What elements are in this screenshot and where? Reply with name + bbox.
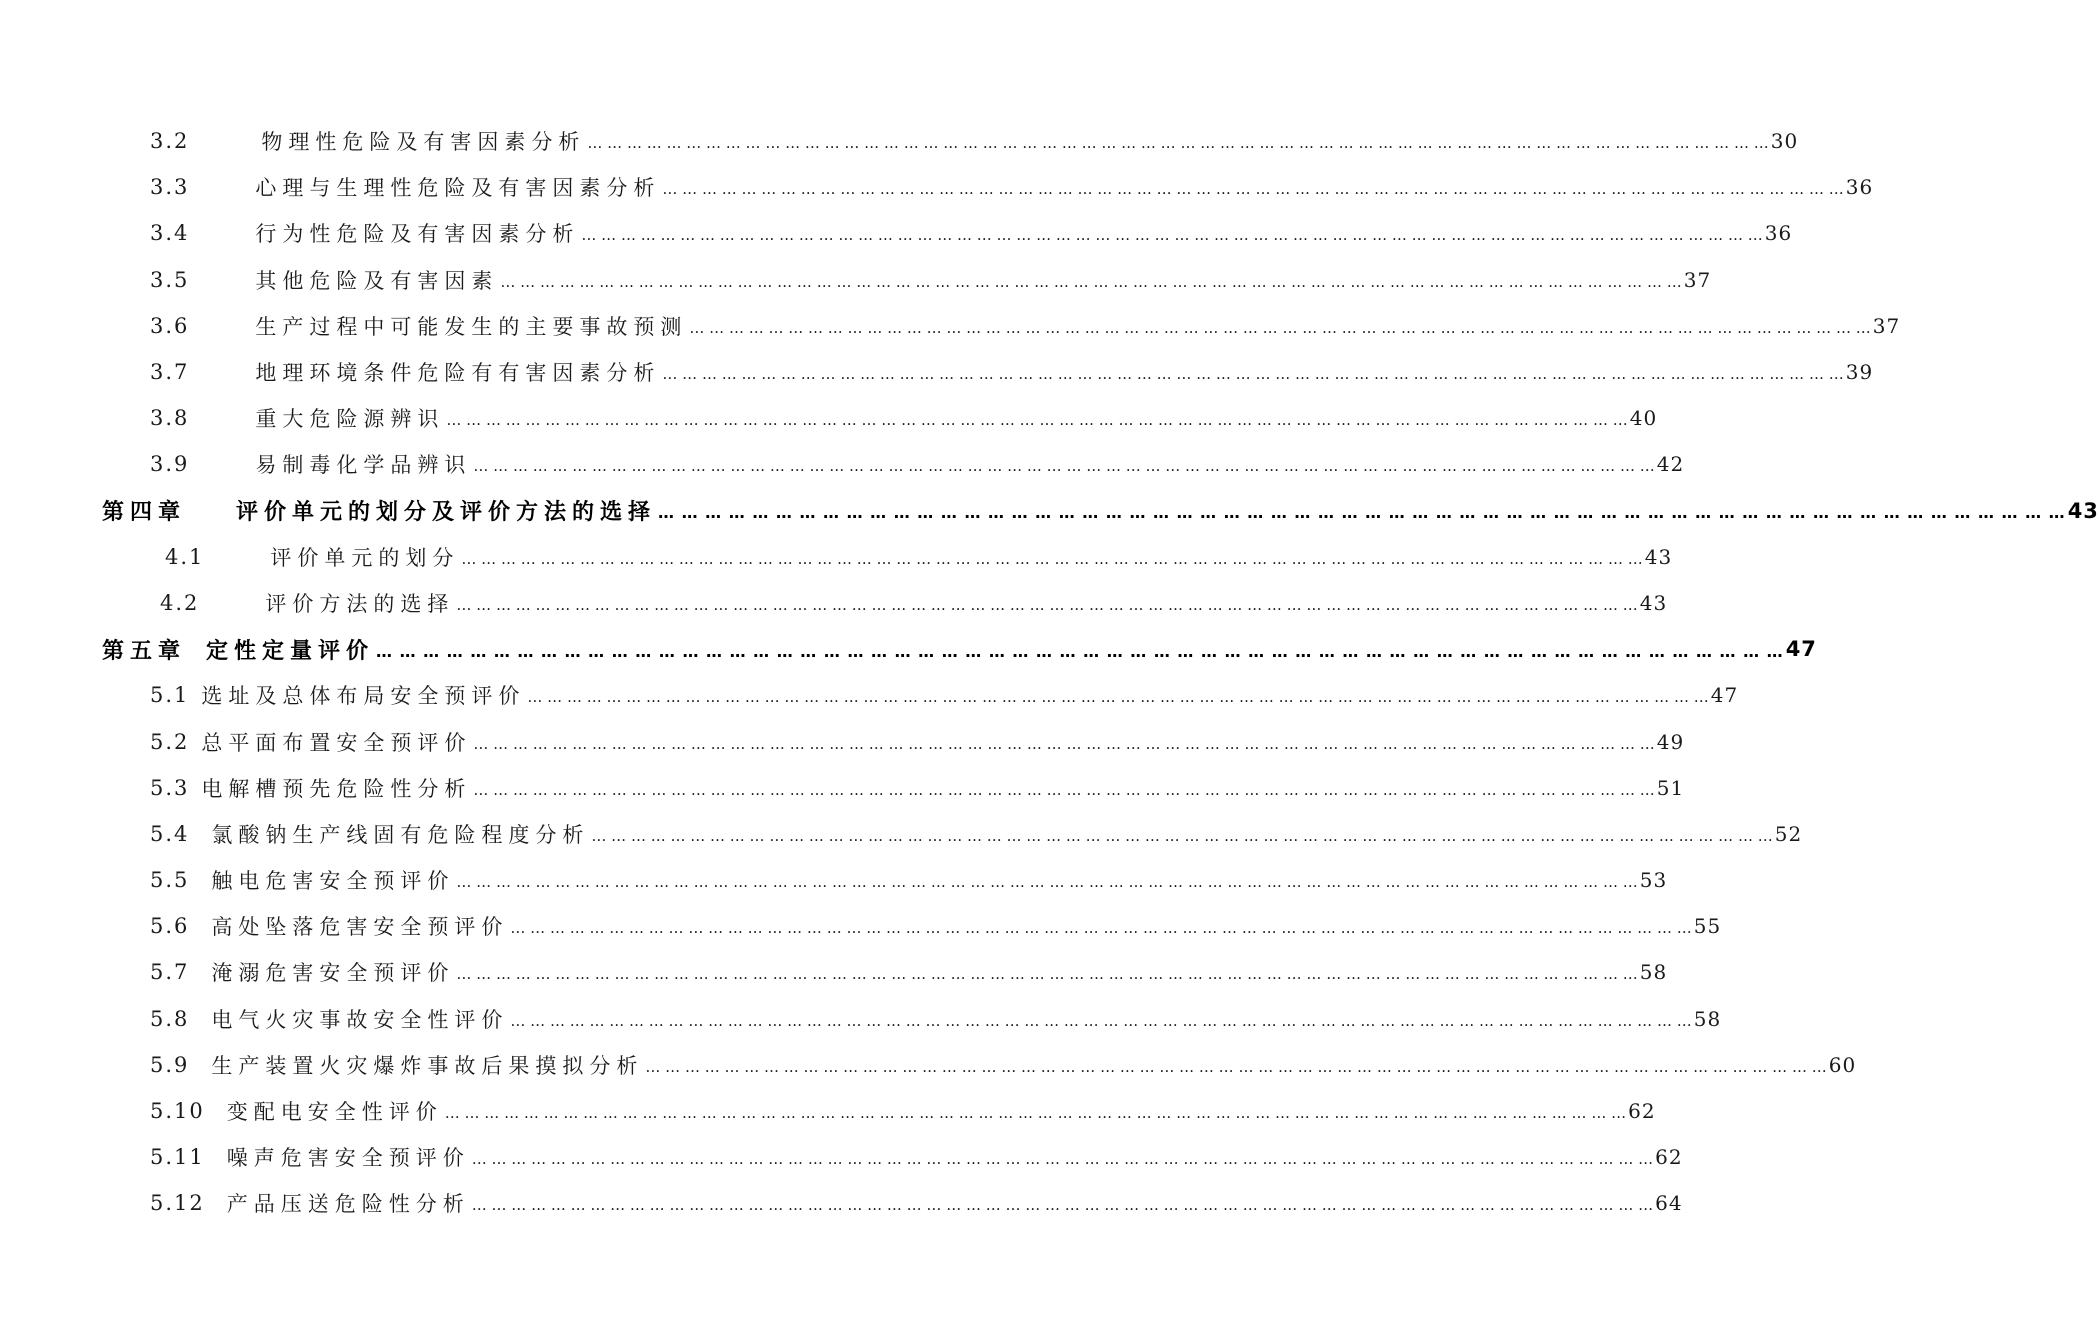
toc-entry-number: 3.4 [150,221,190,246]
toc-entry-title: 生产装置火灾爆炸事故后果摸拟分析 [211,1053,644,1078]
toc-entry-number: 第五章 [102,638,187,664]
toc-entry-number: 5.12 [150,1191,205,1216]
toc-entry-number: 3.9 [150,452,190,477]
toc-entry-number: 5.6 [150,914,190,939]
toc-chapter-entry[interactable] [0,488,2099,534]
toc-section-entry[interactable] [0,811,1803,857]
toc-entry-number: 3.6 [150,313,190,338]
toc-entry-title: 行为性危险及有害因素分析 [255,222,580,247]
toc-page-number: 64 [1655,1191,1683,1216]
toc-entry-title: 评价单元的划分 [270,545,460,570]
toc-entry-title: 重大危险源辨识 [255,407,445,432]
toc-dot-leader: … … … … … … … … … … … … … … … … … … … … … … … … … … … … … … … … … … … … … … … … … … … … … … … … … … … … … … … … … … … … [473,457,1655,476]
toc-section-entry[interactable] [0,1088,1656,1134]
toc-section-entry[interactable] [0,164,1874,210]
toc-dot-leader: … … … … … … … … … … … … … … … … … … … … … … … … … … … … … … … … … … … … … … … … … … … … … … … … … … … … … … … … … … … … [446,411,1628,430]
toc-dot-leader: … … … … … … … … … … … … … … … … … … … … … … … … … … … … … … … … … … … … … … … … … … … … … … … … … … … … … … … … … … … … [662,365,1844,384]
toc-entry-number: 3.7 [150,360,190,385]
toc-section-entry[interactable] [0,765,1685,811]
toc-entry-title: 易制毒化学品辨识 [255,453,472,478]
toc-dot-leader: … … … … … … … … … … … … … … … … … … … … … … … … … … … … … … … … … … … … … … … … … … … … … … … … … … … … … … … … … … … … [645,1057,1827,1076]
toc-page-number: 43 [1639,590,1668,615]
toc-dot-leader: … … … … … … … … … … … … … … … … … … … … … … … … … … … … … … … … … … … … … … … … … … … … … … … … … … … … … … … … … … … … [461,549,1643,568]
toc-dot-leader: … … … … … … … … … … … … … … … … … … … … … … … … … … … … … … … … … … … … … … … … … … … … … … … … … … … … … … … … … … … … [587,134,1769,153]
toc-page-number: 62 [1655,1145,1683,1170]
toc-entry-title: 产品压送危险性分析 [226,1192,470,1217]
toc-entry-number: 3.2 [150,129,190,154]
toc-page-number: 47 [1710,683,1739,708]
toc-page-number: 43 [2067,498,2099,523]
toc-entry-title: 变配电安全性评价 [226,1100,443,1125]
toc-dot-leader: … … … … … … … … … … … … … … … … … … … … … … … … … … … … … … … … … … … … … … … … … … … … … … … … … … … … … … … … … … … … [473,780,1655,799]
toc-entry-title: 高处坠落危害安全预评价 [211,915,509,940]
toc-section-entry[interactable] [0,672,1739,718]
toc-section-entry[interactable] [0,949,1668,995]
toc-entry-number: 第四章 [102,500,187,526]
toc-entry-number: 5.10 [150,1099,205,1124]
toc-dot-leader: … … … … … … … … … … … … … … … … … … … … … … … … … … … … … … … … … … … … … … … … … … … … … … … … … … … … … … … … … … … … [591,826,1773,845]
toc-section-entry[interactable] [0,303,1901,349]
toc-dot-leader: … … … … … … … … … … … … … … … … … … … … … … … … … … … … … … … … … … … … … … … … … … … … … … … … … … … … … … … … … … … … [500,272,1682,291]
toc-entry-title: 评价单元的划分及评价方法的选择 [236,500,657,526]
toc-dot-leader: … … … … … … … … … … … … … … … … … … … … … … … … … … … … … … … … … … … … … … … … … … … … … … … … … … … … … … … … … … … … [689,318,1871,337]
toc-entry-title: 淹溺危害安全预评价 [211,961,455,986]
toc-page-number: 52 [1774,821,1803,846]
toc-dot-leader: … … … … … … … … … … … … … … … … … … … … … … … … … … … … … … … … … … … … … … … … … … … … … … … … … … … … … … … … … … … … [376,641,1784,661]
toc-dot-leader: … … … … … … … … … … … … … … … … … … … … … … … … … … … … … … … … … … … … … … … … … … … … … … … … … … … … … … … … … … … … [658,503,2066,523]
toc-section-entry[interactable] [0,395,1658,441]
toc-section-entry[interactable] [0,534,1673,580]
toc-entry-number: 3.3 [150,175,190,200]
toc-page-number: 53 [1639,868,1668,893]
toc-entry-number: 4.1 [165,544,205,569]
toc-dot-leader: … … … … … … … … … … … … … … … … … … … … … … … … … … … … … … … … … … … … … … … … … … … … … … … … … … … … … … … … … … … … [456,965,1638,984]
toc-dot-leader: … … … … … … … … … … … … … … … … … … … … … … … … … … … … … … … … … … … … … … … … … … … … … … … … … … … … … … … … … … … … [581,226,1763,245]
toc-entry-title: 选址及总体布局安全预评价 [201,684,526,709]
toc-page-number: 36 [1764,221,1793,246]
toc-dot-leader: … … … … … … … … … … … … … … … … … … … … … … … … … … … … … … … … … … … … … … … … … … … … … … … … … … … … … … … … … … … … [456,873,1638,892]
toc-entry-number: 4.2 [160,590,200,615]
toc-entry-number: 5.8 [150,1006,190,1031]
toc-entry-number: 5.3 [150,775,190,800]
toc-entry-title: 电解槽预先危险性分析 [201,776,472,801]
toc-entry-title: 电气火灾事故安全性评价 [211,1007,509,1032]
toc-entry-title: 触电危害安全预评价 [211,869,455,894]
toc-entry-number: 3.8 [150,406,190,431]
toc-dot-leader: … … … … … … … … … … … … … … … … … … … … … … … … … … … … … … … … … … … … … … … … … … … … … … … … … … … … … … … … … … … … [471,1196,1654,1215]
toc-dot-leader: … … … … … … … … … … … … … … … … … … … … … … … … … … … … … … … … … … … … … … … … … … … … … … … … … … … … … … … … … … … … [471,1150,1654,1169]
toc-section-entry[interactable] [0,441,1685,487]
toc-entry-number: 5.2 [150,729,190,754]
toc-entry-number: 5.1 [150,683,190,708]
toc-entry-title: 评价方法的选择 [265,591,455,616]
toc-page-number: 37 [1683,267,1712,292]
toc-page-number: 58 [1693,1006,1722,1031]
toc-entry-number: 3.5 [150,267,190,292]
toc-section-entry[interactable] [0,1180,1683,1226]
toc-entry-title: 其他危险及有害因素 [255,268,499,293]
toc-section-entry[interactable] [0,580,1668,626]
toc-dot-leader: … … … … … … … … … … … … … … … … … … … … … … … … … … … … … … … … … … … … … … … … … … … … … … … … … … … … … … … … … … … … [456,595,1638,614]
toc-page-number: 62 [1628,1099,1656,1124]
toc-page-number: 39 [1845,360,1874,385]
toc-page-number: 43 [1644,544,1673,569]
toc-entry-title: 地理环境条件危险有有害因素分析 [255,361,661,386]
toc-page-number: 49 [1656,729,1685,754]
toc-section-entry[interactable] [0,996,1722,1042]
toc-chapter-entry[interactable] [0,626,1817,672]
toc-page-number: 47 [1785,637,1817,662]
toc-page-number: 40 [1629,406,1658,431]
toc-section-entry[interactable] [0,857,1668,903]
toc-entry-title: 总平面布置安全预评价 [201,730,472,755]
toc-dot-leader: … … … … … … … … … … … … … … … … … … … … … … … … … … … … … … … … … … … … … … … … … … … … … … … … … … … … … … … … … … … … [444,1104,1627,1123]
toc-entry-title: 物理性危险及有害因素分析 [261,130,586,155]
toc-section-entry[interactable] [0,1042,1857,1088]
toc-entry-number: 5.7 [150,960,190,985]
toc-section-entry[interactable] [0,118,1799,164]
toc-entry-number: 5.9 [150,1052,190,1077]
toc-page-number: 60 [1828,1052,1857,1077]
toc-section-entry[interactable] [0,210,1793,256]
toc-entry-title: 氯酸钠生产线固有危险程度分析 [211,822,590,847]
toc-page-number: 42 [1656,452,1685,477]
toc-entry-number: 5.4 [150,821,190,846]
toc-section-entry[interactable] [0,1134,1683,1180]
toc-page-number: 37 [1872,313,1901,338]
table-of-contents [0,118,2099,1227]
toc-dot-leader: … … … … … … … … … … … … … … … … … … … … … … … … … … … … … … … … … … … … … … … … … … … … … … … … … … … … … … … … … … … … [527,688,1709,707]
toc-entry-title: 定性定量评价 [206,638,375,664]
toc-entry-number: 5.11 [150,1145,205,1170]
toc-section-entry[interactable] [0,903,1722,949]
toc-section-entry[interactable] [0,718,1685,764]
toc-dot-leader: … … … … … … … … … … … … … … … … … … … … … … … … … … … … … … … … … … … … … … … … … … … … … … … … … … … … … … … … … … … … [510,1011,1692,1030]
toc-dot-leader: … … … … … … … … … … … … … … … … … … … … … … … … … … … … … … … … … … … … … … … … … … … … … … … … … … … … … … … … … … … … [662,180,1844,199]
toc-entry-title: 心理与生理性危险及有害因素分析 [255,176,661,201]
toc-page-number: 55 [1693,914,1722,939]
toc-page-number: 36 [1845,175,1874,200]
toc-page-number: 58 [1639,960,1668,985]
toc-section-entry[interactable] [0,349,1874,395]
toc-entry-number: 5.5 [150,868,190,893]
toc-entry-title: 噪声危害安全预评价 [226,1146,470,1171]
toc-page-number: 30 [1770,129,1799,154]
toc-entry-title: 生产过程中可能发生的主要事故预测 [255,314,688,339]
toc-page-number: 51 [1656,775,1685,800]
toc-dot-leader: … … … … … … … … … … … … … … … … … … … … … … … … … … … … … … … … … … … … … … … … … … … … … … … … … … … … … … … … … … … … [510,919,1692,938]
toc-dot-leader: … … … … … … … … … … … … … … … … … … … … … … … … … … … … … … … … … … … … … … … … … … … … … … … … … … … … … … … … … … … … [473,734,1655,753]
toc-section-entry[interactable] [0,257,1712,303]
